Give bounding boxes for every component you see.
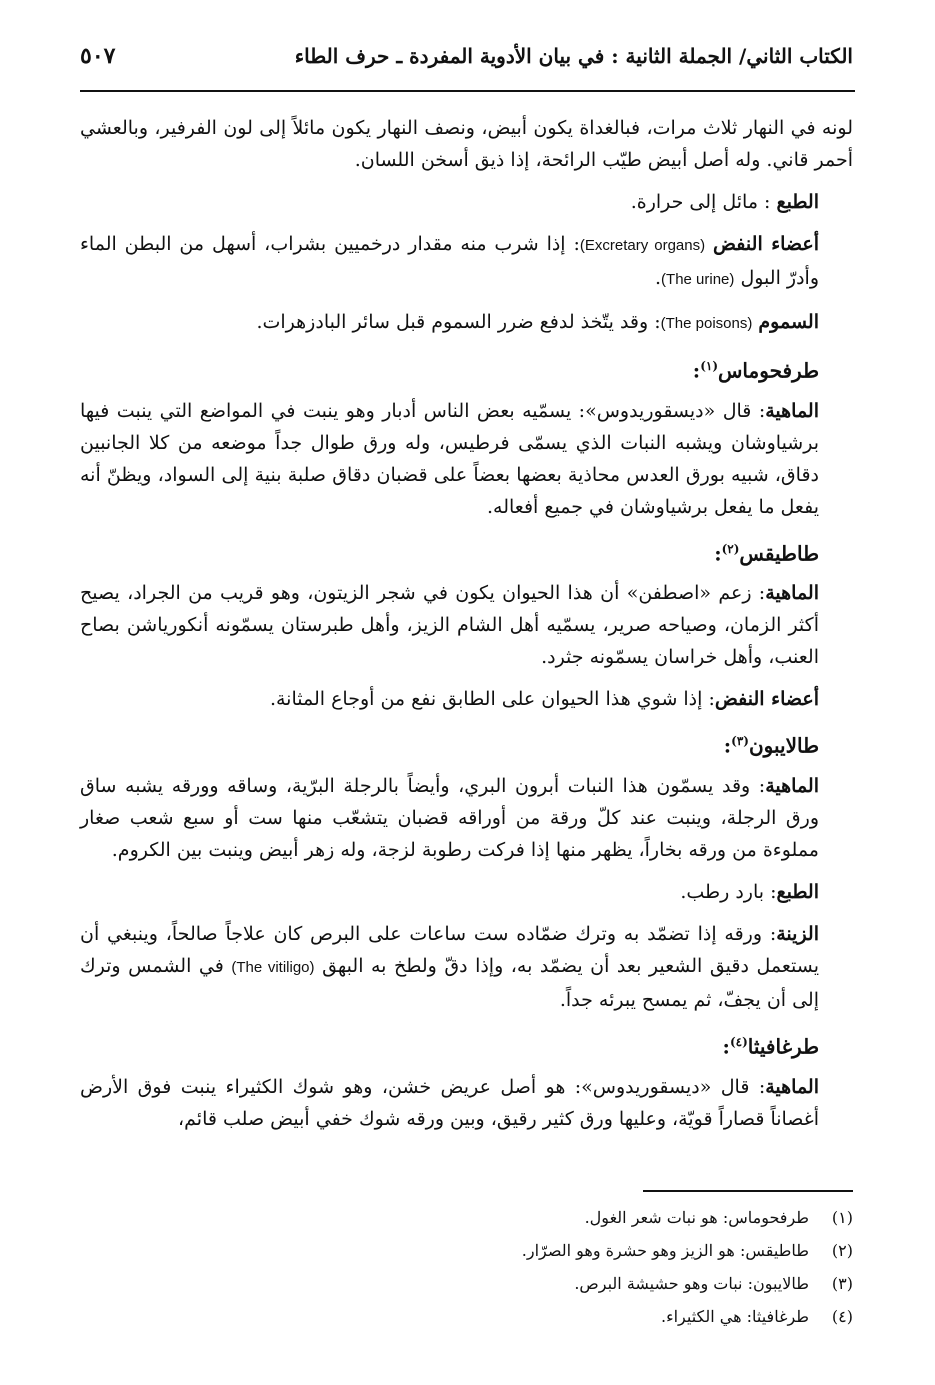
english-term: (The poisons): [660, 315, 753, 332]
english-term: (Excretary organs): [579, 237, 706, 254]
term-label: الماهية: [765, 399, 819, 422]
entry-heading: [80, 725, 853, 762]
footnote-ref[interactable]: (٢): [721, 541, 740, 556]
term-label: الماهية: [765, 582, 819, 605]
paragraph: [80, 395, 853, 523]
paragraph-text: : قال «ديسقوريدوس»: هو أصل عريض خشن، وهو شوك الكثيراء ينبت فوق الأرض أغصاناً قصاراً قويّة، وعليها ورق كثير رقيق، وبين ورقه شوك خفي أبيض صلب قائم،: [80, 1075, 819, 1130]
paragraph-text: : وقد يسمّون هذا النبات أبرون البري، وأيضاً بالرجلة البرّية، وساقه وورقه يشبه ساق ورق الرجلة، وينبت عند كلّ ورقة من أوراقه قضبان يتشعّب منها ست أو سبع شعب صغار مملوءة من ورقه بخاراً، يظهر منها إذا فركت رطوبة لزجة، وله زهر أبيض وينبت بين الكروم.: [80, 774, 819, 861]
paragraph-text: في الشمس وترك إلى أن يجفّ، ثم يمسح يبرئه جداً.: [80, 954, 819, 1011]
english-term: (The urine): [661, 271, 735, 288]
term-label: أعضاء النفض: [713, 233, 820, 255]
paragraph-text: : إذا شوي هذا الحيوان على الطابق نفع من أوجاع المثانة.: [269, 688, 715, 711]
footnote-ref[interactable]: (٤): [729, 1034, 748, 1049]
footnote-number: (١): [831, 1208, 853, 1227]
entry-heading: [80, 1026, 853, 1063]
footnote-ref[interactable]: (٣): [731, 734, 749, 749]
term-label: الطبع: [776, 191, 819, 213]
paragraph-text: : وقد يتّخذ لدفع ضرر السموم قبل سائر البادزهرات.: [256, 311, 661, 333]
page-number: ٥٠٧: [80, 43, 116, 69]
footnote-ref[interactable]: (١): [700, 359, 719, 373]
footnote-number: (٢): [831, 1241, 853, 1260]
footnote: [80, 1270, 853, 1297]
entry-heading: [80, 533, 853, 570]
entry-heading-text: طرغافيثا: [747, 1034, 819, 1059]
term-label: الطبع: [776, 880, 819, 903]
paragraph-text: : زعم «اصطفن» أن هذا الحيوان يكون في شجر الزيتون، وهو قريب من الجراد، يصيح أكثر الزمان، وصياحه صرير، يسمّيه أهل الشام الزيز، وأهل طبرستان يسمّونه أنكورياشن بصاح العنب، وأهل خراسان يسمّونه جثرد.: [80, 582, 819, 669]
footnote-number: (٤): [831, 1307, 853, 1326]
footnotes: [80, 1204, 853, 1336]
paragraph: [80, 918, 853, 1016]
entry-heading: [80, 350, 853, 387]
heading-colon: :: [714, 541, 722, 566]
footnote: [80, 1237, 853, 1264]
paragraph: [80, 112, 853, 176]
footnote-number: (٣): [831, 1274, 853, 1293]
paragraph-text: .: [654, 267, 662, 289]
paragraph: [80, 186, 853, 218]
term-label: الماهية: [765, 774, 819, 797]
english-term: (The vitiligo): [231, 958, 315, 976]
footnote-text: طاطيقس: هو الزيز وهو حشرة وهو الصرّار.: [521, 1241, 809, 1260]
term-label: الماهية: [765, 1075, 819, 1098]
paragraph-text: : قال «ديسقوريدوس»: يسمّيه بعض الناس أدبار وهو ينبت في المواضع التي ينبت فيها برشياوشان ويشبه النبات الذي يسمّى فرطيس، وله ورق طوال جداً موضعه من كلا الجانبين دقاق، شبيه بورق العدس محاذية بعضها بعضاً على قضبان دقاق صلبة بنية إلى السواد، ويظنّ أنه يفعل ما يفعل برشياوشان في جميع أفعاله.: [80, 399, 819, 518]
paragraph: [80, 306, 853, 340]
paragraph-text: لونه في النهار ثلاث مرات، فبالغداة يكون أبيض، ونصف النهار يكون مائلاً إلى لون الفرفير، وبالعشي أحمر قاني. وله أصل أبيض طيّب الرائحة، إذا ذيق أسخن اللسان.: [80, 117, 853, 171]
paragraph-text: : بارد رطب.: [680, 880, 777, 903]
footnote: [80, 1303, 853, 1330]
paragraph: [80, 577, 853, 673]
footnote: [80, 1204, 853, 1231]
paragraph: [80, 770, 853, 866]
footnote-rule: [643, 1190, 853, 1192]
heading-colon: :: [692, 358, 701, 383]
header-rule: [80, 90, 855, 92]
term-label: أعضاء النفض: [714, 688, 819, 711]
footnote-text: طرفحوماس: هو نبات شعر الغول.: [584, 1208, 809, 1227]
main-text: [80, 112, 853, 1145]
paragraph-text: : مائل إلى حرارة.: [630, 191, 771, 213]
heading-colon: :: [723, 733, 732, 758]
heading-colon: :: [722, 1034, 730, 1059]
paragraph: [80, 228, 853, 296]
term-label: السموم: [758, 311, 819, 333]
entry-heading-text: طرفحوماس: [718, 358, 819, 383]
entry-heading-text: طالايبون: [748, 733, 819, 758]
paragraph: [80, 876, 853, 908]
paragraph: [80, 1071, 853, 1135]
header-title: الكتاب الثاني/ الجملة الثانية : في بيان الأدوية المفردة ـ حرف الطاء: [294, 44, 853, 68]
running-header: [80, 38, 853, 74]
footnote-text: طالايبون: نبات وهو حشيشة البرص.: [574, 1274, 809, 1293]
paragraph: [80, 683, 853, 715]
entry-heading-text: طاطيقس: [739, 541, 819, 566]
term-label: الزينة: [776, 922, 819, 945]
paragraph-text: : إذا شرب منه مقدار درخميين بشراب، أسهل من البطن الماء وأدرّ البول: [80, 233, 819, 289]
paragraph-text: : ورقه إذا تضمّد به وترك ضمّاده ست ساعات على البرص كان علاجاً صالحاً، وينبغي أن يستعمل دقيق الشعير بعد أن يضمّد به، وإذا دقّ ولطخ به البهق: [80, 922, 819, 977]
footnote-text: طرغافيثا: هي الكثيراء.: [660, 1307, 809, 1326]
